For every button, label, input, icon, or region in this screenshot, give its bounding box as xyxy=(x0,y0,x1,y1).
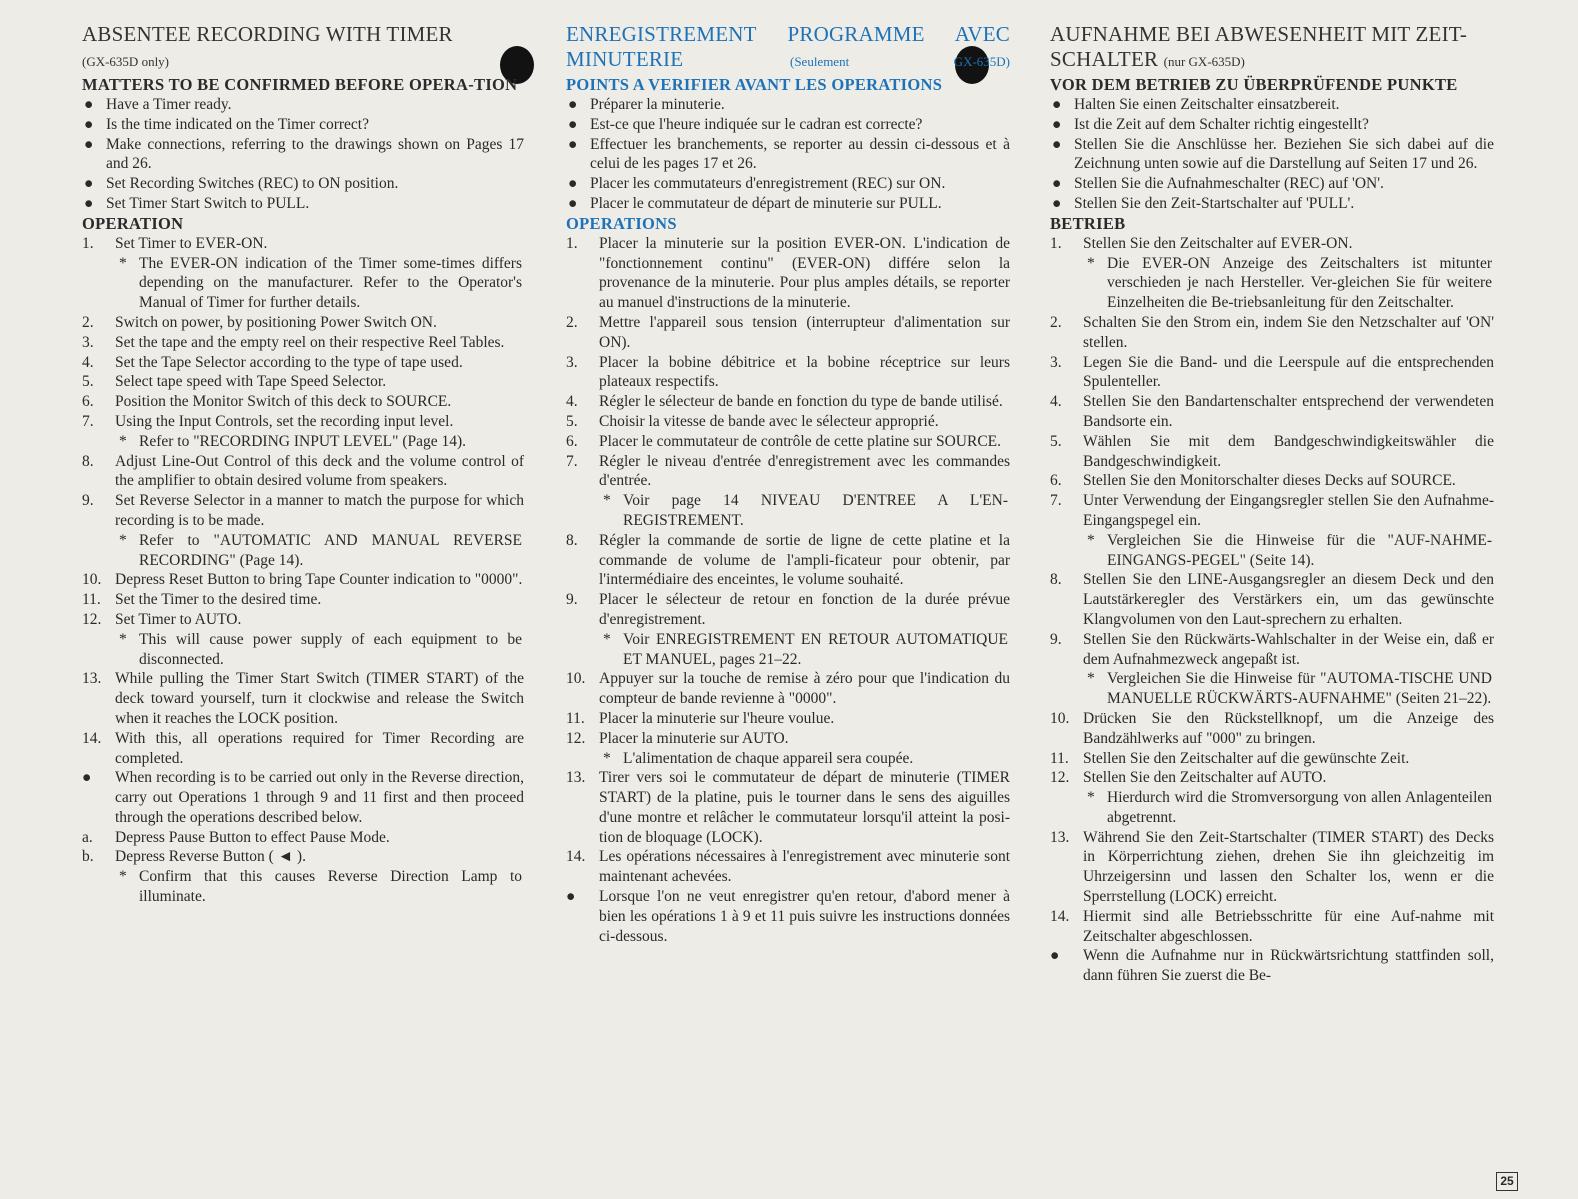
step-item xyxy=(82,234,524,313)
step-item xyxy=(82,372,524,392)
checklist-item xyxy=(566,115,1010,135)
step-item xyxy=(82,491,524,570)
step-marker: 5. xyxy=(82,373,94,391)
step-item xyxy=(1050,432,1494,472)
step-text: Depress Reset Button to bring Tape Counter indication to "0000". xyxy=(115,571,523,589)
checklist-text: Placer les commutateurs d'enregistrement (REC) sur ON. xyxy=(590,175,946,193)
step-marker: 6. xyxy=(82,393,94,411)
asterisk-icon: * xyxy=(603,492,611,510)
step-marker: 12. xyxy=(566,729,586,747)
step-text: Position the Monitor Switch of this deck to SOURCE. xyxy=(115,393,452,411)
operation-heading: BETRIEB xyxy=(1050,213,1126,233)
step-item xyxy=(1050,313,1494,353)
step-item xyxy=(82,610,524,669)
checklist-item xyxy=(566,95,1010,115)
bullet-icon: ● xyxy=(568,194,578,212)
step-marker: 5. xyxy=(566,412,578,430)
checklist-heading: POINTS A VERIFIER AVANT LES OPERATIONS xyxy=(566,75,943,94)
step-item xyxy=(566,887,1010,946)
step-item xyxy=(82,669,524,728)
step-marker: 4. xyxy=(82,353,94,371)
operation-steps xyxy=(566,234,1010,947)
step-marker: 13. xyxy=(566,769,586,787)
step-text: Stellen Sie den Zeitschalter auf die gewünschte Zeit. xyxy=(1083,749,1410,767)
checklist-text: Stellen Sie den Zeit-Startschalter auf 'PULL'. xyxy=(1074,194,1355,212)
step-marker: 10. xyxy=(82,571,102,589)
step-item xyxy=(82,570,524,590)
step-note xyxy=(115,867,524,907)
checklist-text: Set Timer Start Switch to PULL. xyxy=(106,194,310,212)
step-text: Régler le niveau d'entrée d'enregistrement avec les commandes d'entrée. xyxy=(599,452,1010,490)
step-marker: 1. xyxy=(82,234,94,252)
step-note xyxy=(1083,669,1494,709)
step-text: Stellen Sie den LINE-Ausgangsregler an diesem Deck und den Lautstärkeregler des Verstärkers ein, um das gewünschte Klangvolumen von den Laut-sprechern zu erhalten. xyxy=(1083,571,1494,628)
step-marker: 14. xyxy=(566,848,586,866)
step-marker: 7. xyxy=(82,412,94,430)
step-marker: ● xyxy=(566,888,576,906)
step-item xyxy=(82,333,524,353)
step-item xyxy=(82,828,524,848)
step-item xyxy=(566,768,1010,847)
step-marker: b. xyxy=(82,848,94,866)
checklist xyxy=(82,95,524,214)
step-note xyxy=(115,432,524,452)
step-item xyxy=(82,412,524,452)
step-marker: 13. xyxy=(82,670,102,688)
asterisk-icon: * xyxy=(119,254,127,272)
step-text: Unter Verwendung der Eingangsregler stellen Sie den Aufnahme-Eingangspegel ein. xyxy=(1083,492,1494,529)
step-note-text: Voir ENREGISTREMENT EN RETOUR AUTOMATIQUE ET MANUEL, pages 21–22. xyxy=(623,630,1008,668)
step-text: Placer la minuterie sur l'heure voulue. xyxy=(599,709,835,727)
step-item xyxy=(566,234,1010,313)
checklist-text: Stellen Sie die Anschlüsse her. Beziehen Sie sich dabei auf die Zeichnung unten sowie auf die Darstellung auf Seiten 17 und 26. xyxy=(1074,135,1494,173)
bullet-icon: ● xyxy=(84,175,94,193)
checklist-item xyxy=(82,95,524,115)
step-text: Set the Timer to the desired time. xyxy=(115,591,322,609)
step-note xyxy=(115,531,524,571)
step-marker: 7. xyxy=(566,452,578,470)
step-marker: 12. xyxy=(82,610,102,628)
step-text: Select tape speed with Tape Speed Selector. xyxy=(115,373,387,391)
step-marker: 10. xyxy=(566,670,586,688)
step-note xyxy=(1083,788,1494,828)
asterisk-icon: * xyxy=(603,630,611,648)
step-note-text: Refer to "AUTOMATIC AND MANUAL REVERSE RECORDING" (Page 14). xyxy=(139,531,522,569)
step-item xyxy=(1050,630,1494,709)
step-item xyxy=(566,432,1010,452)
bullet-icon: ● xyxy=(1052,175,1062,193)
step-item xyxy=(1050,749,1494,769)
step-text: Set Timer to AUTO. xyxy=(115,610,242,628)
step-marker: 1. xyxy=(566,234,578,252)
step-item xyxy=(1050,828,1494,907)
step-note xyxy=(1083,254,1494,313)
checklist-text: Ist die Zeit auf dem Schalter richtig eingestellt? xyxy=(1074,115,1369,133)
step-item xyxy=(566,452,1010,531)
step-text: Placer la minuterie sur la position EVER-ON. L'indication de "fonctionnement continu" (EVER-ON) différe selon la provenance de la minuterie. Pour plus amples détails, se reporter au manuel d'instructions de la minuterie. xyxy=(599,234,1010,312)
model-note: (Seulement GX-635D) xyxy=(789,54,1011,69)
step-marker: 9. xyxy=(566,591,578,609)
step-item xyxy=(1050,471,1494,491)
step-marker: 7. xyxy=(1050,492,1062,510)
step-text: Stellen Sie den Monitorschalter dieses Decks auf SOURCE. xyxy=(1083,472,1456,490)
step-item xyxy=(1050,234,1494,313)
step-text: Während Sie den Zeit-Startschalter (TIMER START) des Decks in Körperrichtung ziehen, drehen Sie ihn gleichzeitig im Uhrzeigersinn und lassen den Schalter los, wenn er die Sperrstellung (LOCK) erreicht. xyxy=(1083,828,1494,906)
step-item xyxy=(82,729,524,769)
checklist-item xyxy=(1050,135,1494,175)
checklist-item xyxy=(1050,115,1494,135)
bullet-icon: ● xyxy=(84,96,94,113)
step-note-text: Vergleichen Sie die Hinweise für "AUTOMA-TISCHE UND MANUELLE RÜCKWÄRTS-AUFNAHME" (Seiten 21–22). xyxy=(1107,670,1492,708)
checklist-item xyxy=(566,194,1010,214)
step-marker: 9. xyxy=(1050,630,1062,648)
step-marker: 1. xyxy=(1050,234,1062,252)
step-marker: 8. xyxy=(566,531,578,549)
step-text: Schalten Sie den Strom ein, indem Sie den Netzschalter auf 'ON' stellen. xyxy=(1083,313,1494,351)
checklist xyxy=(566,95,1010,214)
operation-heading: OPERATION xyxy=(82,213,184,233)
step-item xyxy=(82,590,524,610)
checklist-text: Set Recording Switches (REC) to ON position. xyxy=(106,175,399,193)
step-item xyxy=(82,313,524,333)
model-note: (nur GX-635D) xyxy=(1163,54,1245,69)
step-note xyxy=(599,630,1010,670)
asterisk-icon: * xyxy=(119,868,127,886)
bullet-icon: ● xyxy=(568,175,578,193)
checklist-item xyxy=(82,135,524,175)
page-number: 25 xyxy=(1496,1172,1518,1191)
step-note-text: Die EVER-ON Anzeige des Zeitschalters ist mitunter verschieden je nach Hersteller. Ver-gleichen Sie für weitere Einzelheiten die Be-triebsanleitung für den Zeitschalter. xyxy=(1107,254,1492,312)
step-text: Hiermit sind alle Betriebsschritte für eine Auf-nahme mit Zeitschalter abgeschlossen. xyxy=(1083,907,1494,945)
step-marker: 12. xyxy=(1050,769,1070,787)
step-marker: 11. xyxy=(82,591,101,609)
checklist-text: Halten Sie einen Zeitschalter einsatzbereit. xyxy=(1074,96,1340,113)
column-english xyxy=(82,22,524,907)
step-text: Depress Pause Button to effect Pause Mode. xyxy=(115,828,390,846)
step-text: Depress Reverse Button ( ◄ ). xyxy=(115,848,306,866)
checklist-text: Préparer la minuterie. xyxy=(590,96,725,113)
step-marker: ● xyxy=(1050,947,1060,965)
checklist-text: Effectuer les branchements, se reporter au dessin ci-dessous et à celui de les pages 17 et 26. xyxy=(590,135,1010,173)
step-item xyxy=(1050,768,1494,827)
step-note-text: Vergleichen Sie die Hinweise für die "AUF-NAHME-EINGANGS-PEGEL" (Seite 14). xyxy=(1107,531,1492,569)
step-text: Set the Tape Selector according to the type of tape used. xyxy=(115,353,463,371)
step-marker: 3. xyxy=(1050,353,1062,371)
step-text: Régler le sélecteur de bande en fonction du type de bande utilisé. xyxy=(599,393,1003,411)
step-item xyxy=(1050,709,1494,749)
step-text: Lorsque l'on ne veut enregistrer qu'en retour, d'abord mener à bien les opérations 1 à 9 et 11 puis suivre les instructions données ci-dessous. xyxy=(599,888,1010,945)
bullet-icon: ● xyxy=(1052,96,1062,113)
bullet-icon: ● xyxy=(84,115,94,133)
step-note-text: This will cause power supply of each equipment to be disconnected. xyxy=(139,630,522,668)
title-text: AUFNAHME BEI ABWESENHEIT MIT ZEIT-SCHALTER xyxy=(1050,22,1468,71)
step-item xyxy=(566,531,1010,590)
step-text: Placer le commutateur de contrôle de cette platine sur SOURCE. xyxy=(599,432,1002,450)
bullet-icon: ● xyxy=(84,135,94,153)
bullet-icon: ● xyxy=(568,115,578,133)
checklist-item xyxy=(1050,95,1494,115)
step-item xyxy=(566,729,1010,769)
step-item xyxy=(566,669,1010,709)
title-text: ENREGISTREMENT PROGRAMME AVEC MINUTERIE xyxy=(566,22,1010,71)
asterisk-icon: * xyxy=(1087,254,1095,272)
step-text: Wählen Sie mit dem Bandgeschwindigkeitswähler die Bandgeschwindigkeit. xyxy=(1083,432,1494,470)
step-text: When recording is to be carried out only in the Reverse direction, carry out Operations 1 through 9 and 11 first and then proceed through the operations described below. xyxy=(115,769,524,826)
asterisk-icon: * xyxy=(119,531,127,549)
bullet-icon: ● xyxy=(1052,194,1062,212)
asterisk-icon: * xyxy=(1087,670,1095,688)
step-note xyxy=(115,254,524,313)
step-marker: 3. xyxy=(566,353,578,371)
column-french xyxy=(566,22,1010,946)
model-note: (GX-635D only) xyxy=(82,54,170,69)
column-german xyxy=(1050,22,1494,986)
step-marker: 11. xyxy=(1050,749,1069,767)
step-text: Wenn die Aufnahme nur in Rückwärtsrichtung stattfinden soll, dann führen Sie zuerst die Be- xyxy=(1083,947,1494,985)
step-item xyxy=(82,847,524,906)
step-text: Set the tape and the empty reel on their respective Reel Tables. xyxy=(115,333,505,351)
step-text: Placer la minuterie sur AUTO. xyxy=(599,729,789,747)
bullet-icon: ● xyxy=(568,135,578,153)
step-item xyxy=(566,353,1010,393)
step-note xyxy=(1083,531,1494,571)
step-item xyxy=(1050,353,1494,393)
checklist-item xyxy=(82,174,524,194)
step-note-text: L'alimentation de chaque appareil sera coupée. xyxy=(623,749,914,767)
step-note xyxy=(599,749,1010,769)
bullet-icon: ● xyxy=(1052,135,1062,153)
step-text: Set Timer to EVER-ON. xyxy=(115,234,268,252)
step-text: Placer la bobine débitrice et la bobine réceptrice sur leurs plateaux respectifs. xyxy=(599,353,1010,391)
step-item xyxy=(82,452,524,492)
asterisk-icon: * xyxy=(119,630,127,648)
step-text: Placer le sélecteur de retour en fonction de la durée prévue d'enregistrement. xyxy=(599,591,1010,628)
section-title xyxy=(566,22,1010,74)
step-marker: 3. xyxy=(82,333,94,351)
step-text: Stellen Sie den Zeitschalter auf EVER-ON. xyxy=(1083,234,1353,252)
bullet-icon: ● xyxy=(1052,115,1062,133)
step-item xyxy=(566,313,1010,353)
step-marker: 4. xyxy=(1050,393,1062,411)
checklist-text: Stellen Sie die Aufnahmeschalter (REC) auf 'ON'. xyxy=(1074,175,1384,193)
step-marker: 8. xyxy=(82,452,94,470)
step-item xyxy=(566,709,1010,729)
step-item xyxy=(566,392,1010,412)
step-marker: 14. xyxy=(1050,907,1070,925)
step-text: Stellen Sie den Rückwärts-Wahlschalter in der Weise ein, daß er dem Aufnahmezweck angepaßt ist. xyxy=(1083,630,1494,668)
step-marker: 2. xyxy=(1050,313,1062,331)
asterisk-icon: * xyxy=(603,749,611,767)
step-text: Stellen Sie den Zeitschalter auf AUTO. xyxy=(1083,769,1327,787)
step-text: With this, all operations required for Timer Recording are completed. xyxy=(115,729,524,767)
step-item xyxy=(1050,491,1494,570)
checklist-item xyxy=(566,174,1010,194)
step-note-text: Voir page 14 NIVEAU D'ENTREE A L'EN-REGISTREMENT. xyxy=(623,492,1008,529)
step-marker: 9. xyxy=(82,492,94,510)
step-text: While pulling the Timer Start Switch (TIMER START) of the deck toward yourself, turn it clockwise and release the Switch when it reaches the LOCK position. xyxy=(115,670,524,727)
step-note xyxy=(115,630,524,670)
step-marker: 5. xyxy=(1050,432,1062,450)
checklist-item xyxy=(566,135,1010,175)
checklist-heading: VOR DEM BETRIEB ZU ÜBERPRÜFENDE PUNKTE xyxy=(1050,75,1458,94)
checklist xyxy=(1050,95,1494,214)
step-marker: 14. xyxy=(82,729,102,747)
step-marker: 2. xyxy=(566,313,578,331)
step-marker: 10. xyxy=(1050,709,1070,727)
step-text: Mettre l'appareil sous tension (interrupteur d'alimentation sur ON). xyxy=(599,313,1010,351)
step-text: Appuyer sur la touche de remise à zéro pour que l'indication du compteur de bande revienne à "0000". xyxy=(599,670,1010,708)
step-item xyxy=(1050,570,1494,629)
step-text: Choisir la vitesse de bande avec le sélecteur approprié. xyxy=(599,412,939,430)
operation-heading: OPERATIONS xyxy=(566,213,677,233)
step-item xyxy=(82,392,524,412)
step-marker: ● xyxy=(82,769,92,787)
step-note xyxy=(599,491,1010,531)
step-note-text: Hierdurch wird die Stromversorgung von allen Anlagenteilen abgetrennt. xyxy=(1107,789,1492,826)
bullet-icon: ● xyxy=(84,194,94,212)
step-note-text: The EVER-ON indication of the Timer some-times differs depending on the manufacturer. Refer to the Operator's Manual of Timer for further details. xyxy=(139,254,522,312)
checklist-item xyxy=(82,115,524,135)
step-item xyxy=(566,412,1010,432)
step-marker: 8. xyxy=(1050,571,1062,589)
checklist-text: Is the time indicated on the Timer correct? xyxy=(106,115,369,133)
step-text: Set Reverse Selector in a manner to match the purpose for which recording is to be made. xyxy=(115,492,524,529)
step-text: Tirer vers soi le commutateur de départ de minuterie (TIMER START) de la platine, puis le tourner dans le sens des aiguilles d'une montre et relâcher le commutateur lorsqu'il atteint la posi-tion de bloquage (LOCK). xyxy=(599,769,1010,846)
step-marker: 11. xyxy=(566,709,585,727)
step-item xyxy=(82,353,524,373)
step-item xyxy=(1050,907,1494,947)
step-marker: a. xyxy=(82,828,93,846)
step-text: Régler la commande de sortie de ligne de cette platine et la commande de volume de l'ampli-ficateur pour obtenir, par l'intermédiaire des enceintes, le volume souhaité. xyxy=(599,531,1010,589)
checklist-item xyxy=(1050,174,1494,194)
checklist-item xyxy=(82,194,524,214)
checklist-text: Have a Timer ready. xyxy=(106,96,232,113)
step-text: Stellen Sie den Bandartenschalter entsprechend der verwendeten Bandsorte ein. xyxy=(1083,393,1494,430)
section-title xyxy=(1050,22,1494,74)
step-text: Drücken Sie den Rückstellknopf, um die Anzeige des Bandzählwerks auf "000" zu bringen. xyxy=(1083,709,1494,747)
step-text: Using the Input Controls, set the recording input level. xyxy=(115,412,454,430)
step-text: Les opérations nécessaires à l'enregistrement avec minuterie sont maintenant achevées. xyxy=(599,848,1010,886)
step-item xyxy=(1050,392,1494,432)
step-item xyxy=(1050,946,1494,986)
step-marker: 2. xyxy=(82,313,94,331)
asterisk-icon: * xyxy=(1087,531,1095,549)
section-title xyxy=(82,22,524,74)
step-text: Legen Sie die Band- und die Leerspule auf die entsprechenden Spulenteller. xyxy=(1083,353,1494,391)
step-text: Switch on power, by positioning Power Switch ON. xyxy=(115,313,437,331)
step-marker: 13. xyxy=(1050,828,1070,846)
step-item xyxy=(566,847,1010,887)
step-marker: 6. xyxy=(1050,472,1062,490)
bullet-icon: ● xyxy=(568,96,578,113)
step-item xyxy=(82,768,524,827)
checklist-text: Placer le commutateur de départ de minuterie sur PULL. xyxy=(590,194,942,212)
step-note-text: Confirm that this causes Reverse Direction Lamp to illuminate. xyxy=(139,868,522,906)
title-text: ABSENTEE RECORDING WITH TIMER xyxy=(82,22,453,46)
step-text: Adjust Line-Out Control of this deck and the volume control of the amplifier to obtain desired volume from speakers. xyxy=(115,452,524,490)
step-note-text: Refer to "RECORDING INPUT LEVEL" (Page 14). xyxy=(139,432,467,450)
checklist-item xyxy=(1050,194,1494,214)
checklist-heading: MATTERS TO BE CONFIRMED BEFORE OPERA-TION xyxy=(82,75,518,94)
asterisk-icon: * xyxy=(1087,789,1095,807)
step-marker: 6. xyxy=(566,432,578,450)
step-item xyxy=(566,590,1010,669)
asterisk-icon: * xyxy=(119,432,127,450)
operation-steps xyxy=(1050,234,1494,986)
checklist-text: Make connections, referring to the drawings shown on Pages 17 and 26. xyxy=(106,135,524,173)
step-marker: 4. xyxy=(566,393,578,411)
operation-steps xyxy=(82,234,524,907)
checklist-text: Est-ce que l'heure indiquée sur le cadran est correcte? xyxy=(590,115,923,133)
